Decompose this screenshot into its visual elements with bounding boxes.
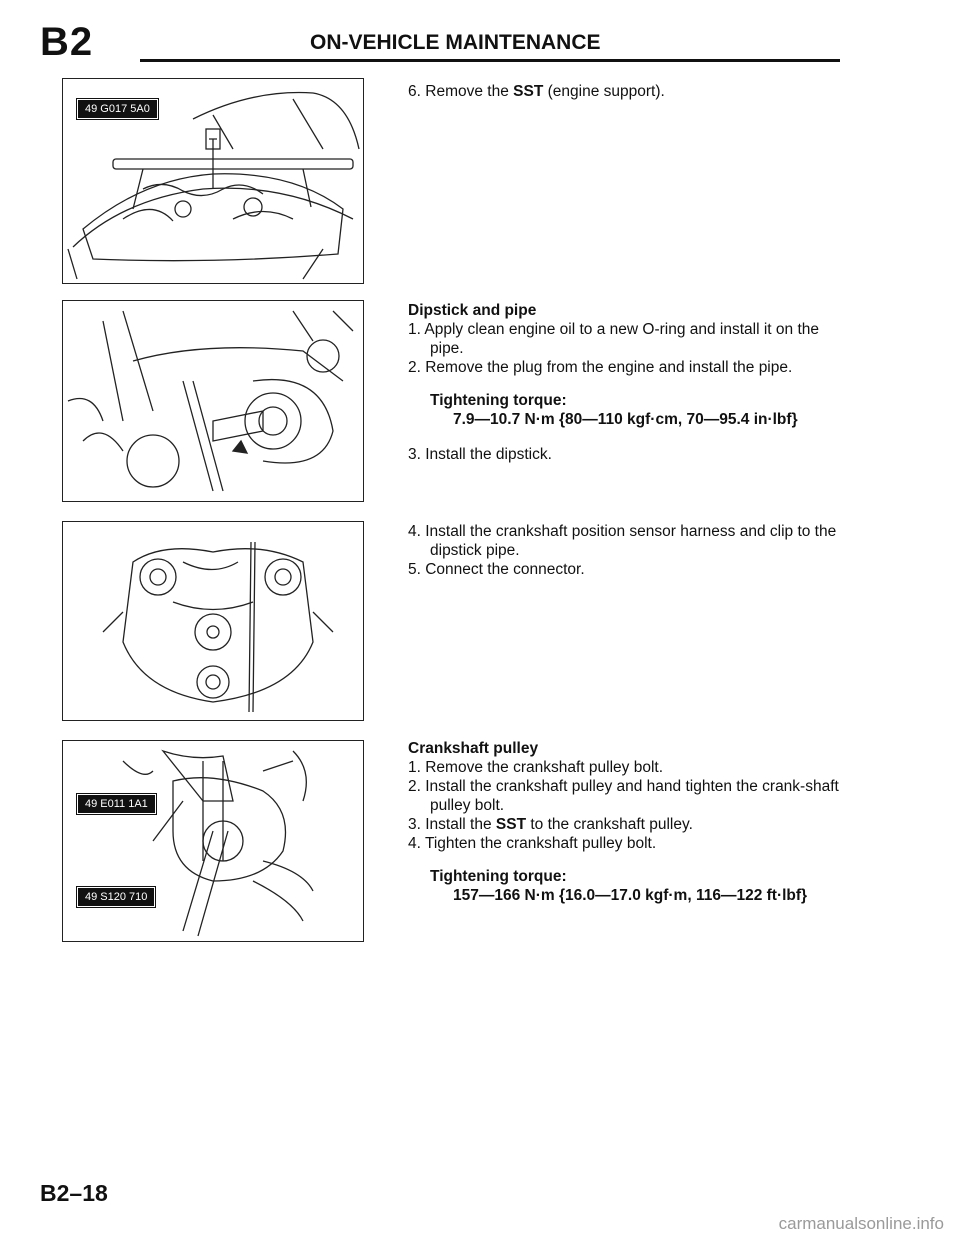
text-block-remove-sst [408, 82, 848, 101]
heading-dipstick: Dipstick and pipe [408, 302, 537, 319]
crank-torque-label: Tightening torque: [430, 868, 567, 885]
page-number: B2–18 [40, 1180, 108, 1206]
section-code: B2 [40, 20, 94, 64]
crankshaft-pulley-illustration [63, 741, 363, 941]
dipstick-step-2: 2. Remove the plug from the engine and install the pipe. [408, 359, 793, 376]
figure-sensor-harness [62, 521, 364, 721]
crank-step-3: 3. Install the SST to the crankshaft pulley. [408, 816, 693, 833]
dipstick-step-3: 3. Install the dipstick. [408, 446, 552, 463]
sst-tag: 49 G017 5A0 [77, 99, 158, 119]
sensor-step-5: 5. Connect the connector. [408, 561, 585, 578]
dipstick-step-1: 1. Apply clean engine oil to a new O-ring and install it on the pipe. [408, 321, 820, 357]
text-block-dipstick [408, 301, 848, 464]
watermark: carmanualsonline.info [778, 1214, 944, 1233]
crank-step-2: 2. Install the crankshaft pulley and hand tighten the crank-shaft pulley bolt. [408, 778, 839, 814]
page-title: ON-VEHICLE MAINTENANCE [310, 31, 601, 54]
header-rule [140, 59, 840, 62]
figure-dipstick-pipe [62, 300, 364, 502]
crank-step-4: 4. Tighten the crankshaft pulley bolt. [408, 835, 657, 852]
sensor-harness-illustration [63, 522, 363, 720]
sensor-step-4: 4. Install the crankshaft position sensor harness and clip to the dipstick pipe. [408, 523, 837, 559]
crank-step-1: 1. Remove the crankshaft pulley bolt. [408, 759, 664, 776]
step-6: 6. Remove the SST (engine support). [408, 83, 665, 100]
crank-torque-value: 157—166 N·m {16.0—17.0 kgf·m, 116—122 ft·lbf} [453, 887, 808, 904]
figure-engine-support [62, 78, 364, 284]
dipstick-torque-label: Tightening torque: [430, 392, 567, 409]
text-block-crankshaft [408, 739, 848, 905]
dipstick-pipe-illustration [63, 301, 363, 501]
dipstick-torque-value: 7.9—10.7 N·m {80—110 kgf·cm, 70—95.4 in·lbf} [453, 411, 798, 428]
text-block-sensor [408, 522, 848, 579]
sst-tag-e011: 49 E011 1A1 [77, 794, 156, 814]
heading-crankshaft: Crankshaft pulley [408, 740, 539, 757]
figure-crankshaft-pulley [62, 740, 364, 942]
sst-tag-s120: 49 S120 710 [77, 887, 155, 907]
